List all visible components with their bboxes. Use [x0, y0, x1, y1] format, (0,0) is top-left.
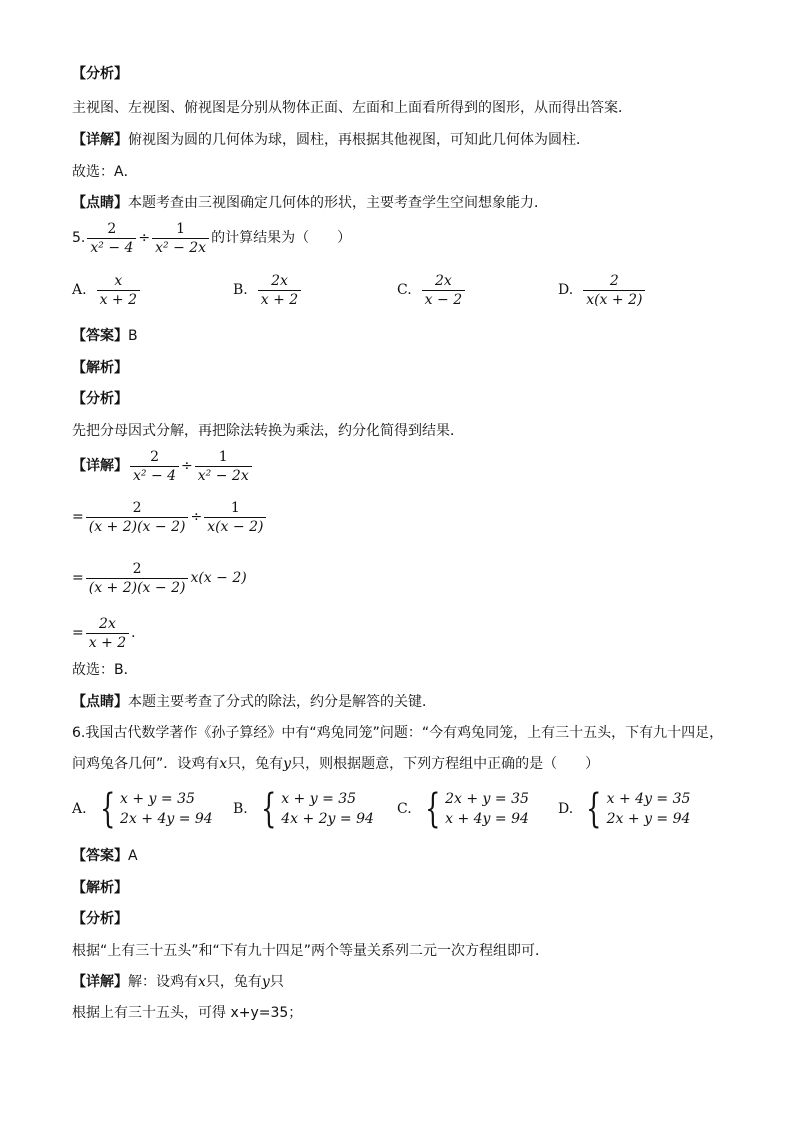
- q5-choice: 故选：B．: [72, 662, 138, 678]
- q5-number: 5.: [72, 230, 86, 246]
- q6-option-a: A. { x + y = 35 2x + 4y = 94: [72, 786, 213, 832]
- q4-analysis-text: 主视图、左视图、俯视图是分别从物体正面、左面和上面看所得到的图形，从而得出答案．: [72, 100, 632, 116]
- q5-stem-fraction-1: $\frac{2}{\text{x² − 4}}$: [87, 220, 136, 257]
- q6-var-y: y: [283, 756, 292, 772]
- q4-detail-line: [72, 130, 590, 150]
- q4-comment-line: [72, 193, 548, 213]
- q5-detail-tag: 【详解】: [72, 458, 128, 474]
- q4-detail-text: 俯视图为圆的几何体为球，圆柱，再根据其他视图，可知此几何体为圆柱．: [128, 132, 590, 148]
- q6-answer-tag: 【答案】: [72, 848, 128, 864]
- q4-comment-text: 本题考查由三视图确定几何体的形状，主要考查学生空间想象能力．: [128, 195, 548, 211]
- q6-var-x: x: [219, 756, 228, 772]
- q6-option-b: B. { x + y = 35 4x + 2y = 94: [233, 786, 374, 832]
- q6-last-line: 根据上有三十五头，可得 x+y=35；: [72, 1005, 303, 1021]
- q6-option-d: D. { x + 4y = 35 2x + y = 94: [558, 786, 691, 832]
- q5-analysis-tag: 【分析】: [72, 391, 128, 407]
- q6-detail-tag: 【详解】: [72, 974, 128, 990]
- q5-option-a: A. $\frac{x}{x + 2}$: [72, 270, 142, 310]
- q5-detail-step-1: = $\frac{2}{(x + 2)(x - 2)}$ ÷ $\frac{1}{x(x - 2)}$: [72, 497, 268, 537]
- q5-stem-fraction-2: $\frac{1}{\text{x² − 2x}}$: [152, 220, 209, 257]
- q6-stem-line-2: 问鸡兔各几何”．设鸡有x只，兔有y只，则根据题意，下列方程组中正确的是（ ）: [72, 756, 600, 772]
- q6-analysis-text: 根据“上有三十五头”和“下有九十四足”两个等量关系列二元一次方程组即可．: [72, 943, 550, 959]
- q5-option-d: D. $\frac{2}{x(x + 2)}$: [558, 270, 647, 310]
- q6-stem-line-1: 6.我国古代数学著作《孙子算经》中有“鸡兔同笼”问题：“今有鸡兔同笼，上有三十五头，下有九十四足，: [72, 725, 724, 741]
- q5-answer-tag: 【答案】: [72, 328, 128, 344]
- q4-choice: 故选：A．: [72, 164, 138, 180]
- q5-detail-step-3: = $\frac{2x}{x + 2}$ ．: [72, 615, 146, 651]
- q5-option-b: B. $\frac{2x}{x + 2}$: [233, 270, 303, 310]
- q5-comment-tag: 【点睛】: [72, 694, 128, 710]
- q6-answer: A: [128, 848, 138, 864]
- q4-comment-tag: 【点睛】: [72, 195, 128, 211]
- q5-option-c: C. $\frac{2x}{x - 2}$: [397, 270, 467, 310]
- q4-analysis-tag: 【分析】: [72, 66, 128, 82]
- q5-comment-line: [72, 692, 436, 712]
- q6-detail-line: 【详解】解：设鸡有x只，兔有y只: [72, 974, 284, 990]
- q5-answer: B: [128, 328, 138, 344]
- q6-jiexi-tag: 【解析】: [72, 880, 128, 896]
- q6-analysis-tag: 【分析】: [72, 911, 128, 927]
- q5-jiexi-tag: 【解析】: [72, 360, 128, 376]
- q5-stem-tail: 的计算结果为（ ）: [211, 230, 352, 246]
- q5-detail-step-2: = $\frac{2}{(x + 2)(x - 2)}$ x(x − 2): [72, 560, 247, 596]
- q5-detail-step-0: 【详解】 $\frac{2}{\text{x² − 4}}$ ÷ $\frac{1}{\text{x² − 2x}}$: [72, 446, 254, 486]
- q5-answer-line: [72, 326, 138, 346]
- q6-answer-line: [72, 846, 138, 866]
- q5-div-sign: ÷: [138, 230, 151, 246]
- q5-stem: [72, 218, 351, 258]
- q5-analysis-text: 先把分母因式分解，再把除法转换为乘法，约分化简得到结果．: [72, 423, 464, 439]
- q5-comment-text: 本题主要考查了分式的除法，约分是解答的关键．: [128, 694, 436, 710]
- q6-option-c: C. { 2x + y = 35 x + 4y = 94: [397, 786, 529, 832]
- q4-detail-tag: 【详解】: [72, 132, 128, 148]
